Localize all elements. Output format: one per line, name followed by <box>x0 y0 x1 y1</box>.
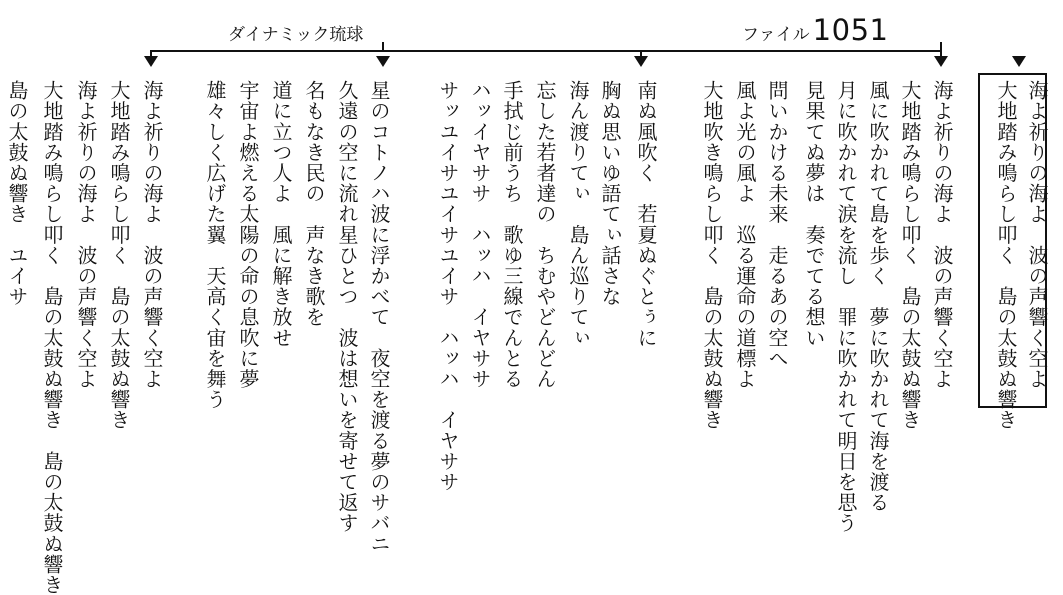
lyric-line: 胸ぬ思いゆ語てぃ話さな <box>598 80 622 307</box>
lyric-line: 大地踏み鳴らし叩く 島の太鼓ぬ響き 島の太鼓ぬ響き <box>40 80 64 595</box>
arrow-down-icon <box>1012 56 1026 67</box>
lyric-line: 忘した若者達の ちむやどんどん <box>533 80 557 389</box>
lyric-line: ハッイヤササ ハッハ イヤササ <box>468 80 492 389</box>
lyric-line: 島の太鼓ぬ響き ユイサ <box>5 80 29 307</box>
lyric-line: 海よ祈りの海よ 波の声響く空よ <box>1025 80 1049 389</box>
file-label-text: ファイル <box>742 25 810 45</box>
lyric-line: 問いかける未来 走るあの空へ <box>765 80 789 369</box>
arrow-down-icon <box>144 56 158 67</box>
lyric-line: 手拭じ前うち 歌ゆ三線でんとる <box>500 80 524 389</box>
lyric-line: 大地踏み鳴らし叩く 島の太鼓ぬ響き <box>107 80 131 431</box>
lyric-line: 雄々しく広げた翼 天高く宙を舞う <box>203 80 227 410</box>
lyric-line: 久遠の空に流れ星ひとつ 波は想いを寄せて返す <box>335 80 359 534</box>
arrow-down-icon <box>634 56 648 67</box>
lyric-line: サッユイサユイサユイサ ハッハ イヤササ <box>436 80 460 492</box>
group-label: ダイナミック琉球 <box>228 25 364 45</box>
lyric-line: 道に立つ人よ 風に解き放せ <box>269 80 293 348</box>
lyric-line: 月に吹かれて涙を流し 罪に吹かれて明日を思う <box>834 80 858 534</box>
lyric-line: 南ぬ風吹く 若夏ぬぐとぅに <box>634 80 658 348</box>
file-label-number: 1051 <box>812 13 889 47</box>
lyric-line: 海よ祈りの海よ 波の声響く空よ <box>74 80 98 389</box>
lyric-line: 大地吹き鳴らし叩く 島の太鼓ぬ響き <box>700 80 724 431</box>
lyric-line: 海よ祈りの海よ 波の声響く空よ <box>930 80 954 389</box>
arrow-down-icon <box>934 56 948 67</box>
lyric-line: 大地踏み鳴らし叩く 島の太鼓ぬ響き <box>898 80 922 431</box>
lyric-line: 名もなき民の 声なき歌を <box>302 80 326 328</box>
lyric-line: 風よ光の風よ 巡る運命の道標よ <box>733 80 757 389</box>
lyric-line: 海ん渡りてぃ 島ん巡りてぃ <box>566 80 590 348</box>
lyric-line: 海よ祈りの海よ 波の声響く空よ <box>140 80 164 389</box>
lyric-line: 風に吹かれて島を歩く 夢に吹かれて海を渡る <box>866 80 890 513</box>
lyric-line: 宇宙よ燃える太陽の命の息吹に夢 <box>236 80 260 389</box>
lyric-line: 見果てぬ夢は 奏でてる想い <box>802 80 826 348</box>
arrow-down-icon <box>376 56 390 67</box>
lyric-line: 大地踏み鳴らし叩く 島の太鼓ぬ響き <box>994 80 1018 431</box>
bracket-line <box>150 50 942 52</box>
lyric-line: 星のコトノハ波に浮かべて 夜空を渡る夢のサバニ <box>367 80 391 554</box>
file-label <box>742 14 888 46</box>
bracket-tick-mid <box>382 42 384 52</box>
